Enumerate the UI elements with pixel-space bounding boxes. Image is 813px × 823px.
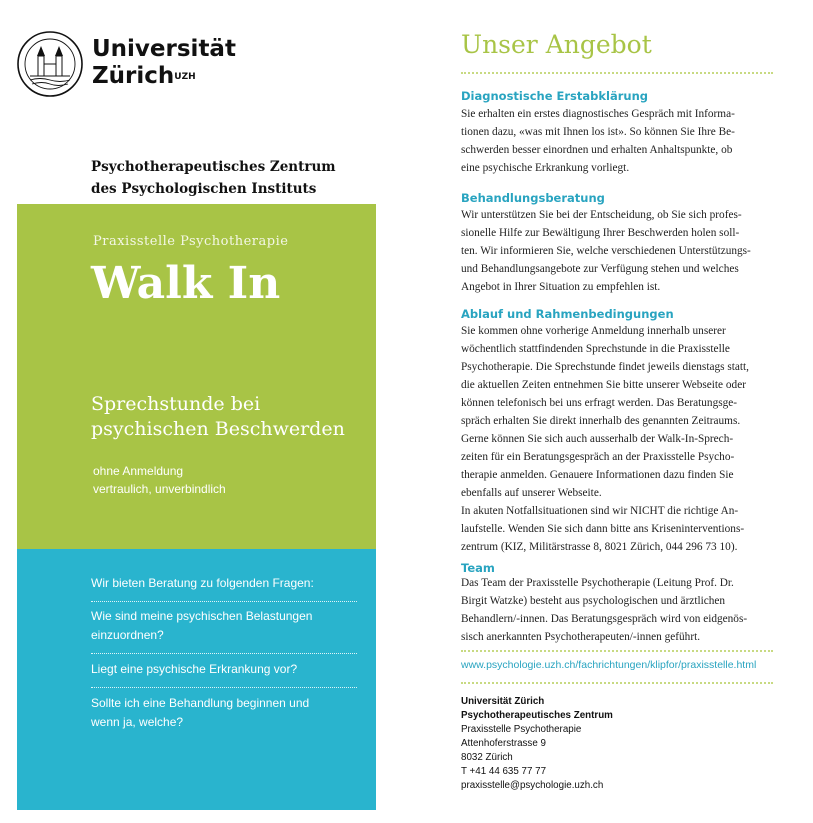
university-logo [16,30,236,100]
section-line: Birgit Watzke) besteht aus psychologischen und ärztlichen [461,595,726,607]
section-line: wöchentlich stattfindenden Sprechstunde in die Praxisstelle [461,343,730,355]
questions-divider [91,687,357,688]
section-line: Sie erhalten ein erstes diagnostisches Gespräch mit Informa- [461,108,735,120]
section-line: sionelle Hilfe zur Bewältigung Ihrer Beschwerden holen soll- [461,227,740,239]
section-line: laufstelle. Wenden Sie sich dann bitte ans Kriseninterventions- [461,523,745,535]
section-line: Gerne können Sie sich auch ausserhalb der Walk-In-Sprech- [461,433,734,445]
section-line: tionen dazu, «was mit Ihnen los ist». So können Sie Ihre Be- [461,126,735,138]
question-1-line2: einzuordnen? [91,628,164,642]
section-line: Psychotherapie. Die Sprechstunde findet jeweils dienstags statt, [461,361,750,373]
section-line: schwerden besser einordnen und erhalten Anhaltspunkte, ob [461,144,733,156]
hero-subtitle-line1: Sprechstunde bei [91,393,261,415]
address-line2: Psychotherapeutisches Zentrum [461,710,613,721]
website-link[interactable]: www.psychologie.uzh.ch/fachrichtungen/klipfor/praxisstelle.html [461,659,757,671]
hero-tags [93,462,226,498]
university-name-line2: Zürich [92,63,175,89]
address-line1: Universität Zürich [461,696,545,707]
section-line: In akuten Notfallsituationen sind wir NICHT die richtige An- [461,505,739,517]
section-line: sisch anerkannten Psychotherapeuten/-innen geführt. [461,631,701,643]
hero-subtitle-line2: psychischen Beschwerden [91,418,345,440]
hero-title: Walk In [91,258,281,309]
organization-line1: Psychotherapeutisches Zentrum [91,159,336,175]
title-divider [461,72,773,74]
section-line: ten. Wir informieren Sie, welche verschiedenen Unterstützungs- [461,245,751,257]
section-line: die aktuellen Zeiten entnehmen Sie bitte unserer Webseite oder [461,379,746,391]
address-line5: 8032 Zürich [461,752,513,763]
questions-heading: Wir bieten Beratung zu folgenden Fragen: [91,576,314,590]
url-divider-bottom [461,682,773,684]
section-body-team [461,574,773,646]
offer-title: Unser Angebot [461,30,652,59]
section-line: eine psychische Erkrankung vorliegt. [461,162,630,174]
university-name-line1: Universität [92,36,236,62]
section-line: Sie kommen ohne vorherige Anmeldung innerhalb unserer [461,325,726,337]
hero-tag-2: vertraulich, unverbindlich [93,482,226,496]
section-body-procedure [461,322,773,556]
university-name [92,36,236,90]
section-heading-procedure: Ablauf und Rahmenbedingungen [461,307,674,321]
address-phone: T +41 44 635 77 77 [461,766,547,777]
section-line: Behandlern/-innen. Das Beratungsgespräch wird von eidgenös- [461,613,748,625]
hero-tag-1: ohne Anmeldung [93,464,184,478]
organization-name [91,156,336,200]
section-body-diagnostics [461,105,773,177]
organization-line2: des Psychologischen Instituts [91,181,317,197]
questions-panel [17,549,376,810]
right-panel [400,0,813,823]
questions-divider [91,601,357,602]
hero-panel [17,204,376,549]
question-1 [91,607,357,645]
section-heading-diagnostics: Diagnostische Erstabklärung [461,89,648,103]
section-line: spräch erhalten Sie direkt innerhalb des genannten Zeitraums. [461,415,741,427]
address-line4: Attenhoferstrasse 9 [461,738,546,749]
hero-kicker: Praxisstelle Psychotherapie [93,234,289,249]
section-line: zentrum (KIZ, Militärstrasse 8, 8021 Zürich, 044 296 73 10). [461,541,738,553]
section-body-consultation [461,206,773,296]
section-line: und Behandlungsangebote zur Verfügung stehen und welches [461,263,739,275]
url-divider-top [461,650,773,652]
section-line: Wir unterstützen Sie bei der Entscheidung, ob Sie sich profes- [461,209,742,221]
university-seal-icon [16,30,84,98]
section-line: Das Team der Praxisstelle Psychotherapie (Leitung Prof. Dr. [461,577,734,589]
question-3 [91,694,357,732]
question-3-line2: wenn ja, welche? [91,715,184,729]
university-suffix: UZH [174,72,196,82]
question-3-line1: Sollte ich eine Behandlung beginnen und [91,696,310,710]
section-heading-team: Team [461,561,495,575]
question-1-line1: Wie sind meine psychischen Belastungen [91,609,313,623]
address-line3: Praxisstelle Psychotherapie [461,724,582,735]
left-panel [0,0,400,823]
question-2: Liegt eine psychische Erkrankung vor? [91,662,298,676]
section-line: therapie anmelden. Genauere Informationen dazu finden Sie [461,469,734,481]
section-line: können telefonisch bei uns erfragt werden. Das Beratungsge- [461,397,738,409]
section-line: Angebot in Ihrer Situation zu empfehlen ist. [461,281,661,293]
contact-address [461,695,613,793]
section-line: ebenfalls auf unserer Webseite. [461,487,602,499]
section-line: zeiten für ein Beratungsgespräch an der Praxisstelle Psycho- [461,451,735,463]
section-heading-consultation: Behandlungsberatung [461,191,605,205]
hero-subtitle [91,392,345,442]
questions-divider [91,653,357,654]
address-email[interactable]: praxisstelle@psychologie.uzh.ch [461,780,604,791]
